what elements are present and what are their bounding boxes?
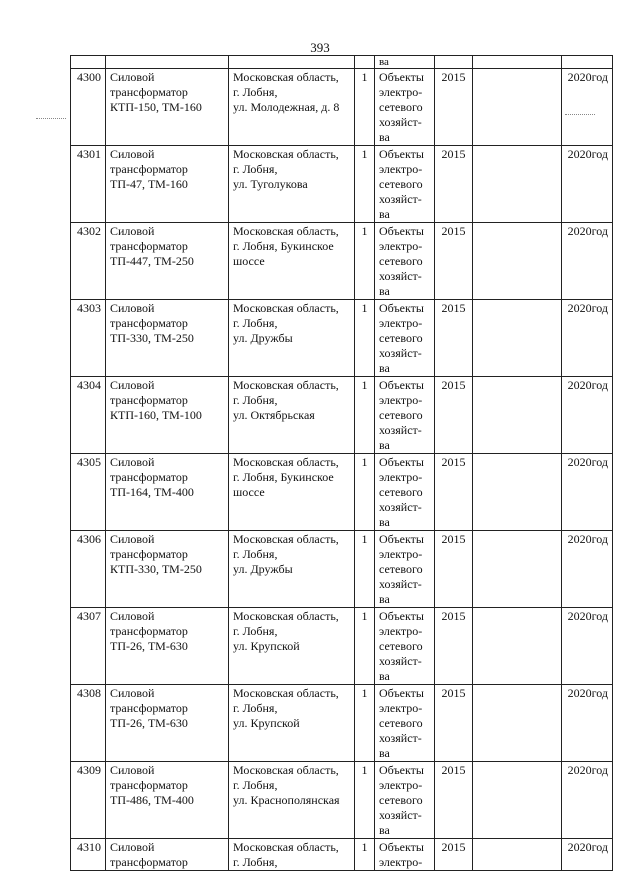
blank-cell xyxy=(473,454,562,531)
type-cell xyxy=(375,223,435,300)
type-line: хозяйст- xyxy=(379,654,422,668)
address-line: Московская область, xyxy=(233,763,339,777)
row-number-cell: 4300 xyxy=(71,69,106,146)
name-line: КТП-150, ТМ-160 xyxy=(110,100,202,114)
row-number-cell: 4310 xyxy=(71,839,106,871)
type-line: электро- xyxy=(379,624,423,638)
name-line: ТП-26, ТМ-630 xyxy=(110,639,188,653)
type-line: ва xyxy=(379,592,390,606)
name-line: трансформатор xyxy=(110,393,188,407)
name-line: трансформатор xyxy=(110,701,188,715)
plan-year-line: год xyxy=(591,301,608,315)
address-line: г. Лобня, xyxy=(233,162,278,176)
type-line: сетевого xyxy=(379,331,423,345)
plan-year-block xyxy=(568,70,608,85)
name-line: ТП-486, ТМ-400 xyxy=(110,793,194,807)
row-number-cell: 4306 xyxy=(71,531,106,608)
address-line: Московская область, xyxy=(233,455,339,469)
address-cell xyxy=(229,377,355,454)
name-line: ТП-47, ТМ-160 xyxy=(110,177,188,191)
plan-year-line: год xyxy=(591,455,608,469)
name-cell xyxy=(106,762,229,839)
plan-year-cell xyxy=(562,454,613,531)
name-cell xyxy=(106,223,229,300)
type-line: Объекты xyxy=(379,224,424,238)
type-line: Объекты xyxy=(379,455,424,469)
row-number-cell: 4307 xyxy=(71,608,106,685)
name-line: Силовой xyxy=(110,609,155,623)
name-line: ТП-26, ТМ-630 xyxy=(110,716,188,730)
blank-cell xyxy=(473,300,562,377)
blank-cell xyxy=(473,146,562,223)
quantity-cell: 1 xyxy=(355,608,375,685)
type-line: хозяйст- xyxy=(379,346,422,360)
type-line: электро- xyxy=(379,470,423,484)
plan-year-block xyxy=(568,455,608,470)
address-cell xyxy=(229,69,355,146)
row-number-cell: 4302 xyxy=(71,223,106,300)
type-line: хозяйст- xyxy=(379,808,422,822)
blank-cell xyxy=(473,69,562,146)
plan-year-line: 2020 xyxy=(567,455,592,469)
address-line: ул. Туголукова xyxy=(233,177,308,191)
address-line: ул. Крупской xyxy=(233,716,300,730)
type-line: сетевого xyxy=(379,408,423,422)
address-line: г. Лобня, xyxy=(233,316,278,330)
year-cell: 2015 xyxy=(435,839,473,871)
type-cell xyxy=(375,454,435,531)
type-line: сетевого xyxy=(379,254,423,268)
type-cell xyxy=(375,300,435,377)
address-cell xyxy=(229,608,355,685)
address-line: ул. Дружбы xyxy=(233,562,293,576)
type-cell xyxy=(375,531,435,608)
quantity-cell: 1 xyxy=(355,69,375,146)
name-line: ТП-330, ТМ-250 xyxy=(110,331,194,345)
row-number-cell: 4308 xyxy=(71,685,106,762)
type-line: ва xyxy=(379,130,390,144)
blank-cell xyxy=(473,377,562,454)
address-line: Московская область, xyxy=(233,686,339,700)
type-line: Объекты xyxy=(379,378,424,392)
type-cell xyxy=(375,685,435,762)
plan-year-block xyxy=(568,147,608,162)
type-line: Объекты xyxy=(379,840,424,854)
name-line: Силовой xyxy=(110,840,155,854)
type-line: ва xyxy=(379,207,390,221)
type-line: электро- xyxy=(379,855,423,869)
row-number-cell: 4301 xyxy=(71,146,106,223)
address-cell xyxy=(229,223,355,300)
asset-register-table xyxy=(70,55,613,871)
name-line: Силовой xyxy=(110,378,155,392)
address-line: шоссе xyxy=(233,485,265,499)
plan-year-block xyxy=(568,301,608,316)
plan-year-block xyxy=(568,840,608,855)
type-line: электро- xyxy=(379,701,423,715)
type-line: ва xyxy=(379,669,390,683)
type-line: ва xyxy=(379,438,390,452)
name-line: трансформатор xyxy=(110,624,188,638)
name-cell xyxy=(106,685,229,762)
plan-year-line: год xyxy=(591,147,608,161)
address-line: ул. Октябрьская xyxy=(233,408,315,422)
plan-year-cell xyxy=(562,146,613,223)
plan-year-line: год xyxy=(591,532,608,546)
address-cell xyxy=(229,839,355,871)
blank-cell xyxy=(473,839,562,871)
address-cell xyxy=(229,685,355,762)
table-row xyxy=(71,300,613,377)
name-cell xyxy=(106,454,229,531)
type-line: ва xyxy=(379,284,390,298)
name-cell xyxy=(106,377,229,454)
type-cell xyxy=(375,377,435,454)
year-cell: 2015 xyxy=(435,454,473,531)
plan-year-block xyxy=(568,609,608,624)
name-cell xyxy=(106,839,229,871)
address-line: г. Лобня, Букинское xyxy=(233,470,334,484)
address-cell xyxy=(229,531,355,608)
type-line: ва xyxy=(379,823,390,837)
type-line: хозяйст- xyxy=(379,500,422,514)
name-line: трансформатор xyxy=(110,778,188,792)
year-cell: 2015 xyxy=(435,223,473,300)
address-cell xyxy=(229,300,355,377)
plan-year-line: 2020 xyxy=(567,686,592,700)
plan-year-line: 2020 xyxy=(567,147,592,161)
name-cell xyxy=(106,146,229,223)
address-cell xyxy=(229,454,355,531)
name-line: КТП-160, ТМ-100 xyxy=(110,408,202,422)
plan-year-block xyxy=(568,763,608,778)
plan-year-line: год xyxy=(591,686,608,700)
blank-cell xyxy=(473,762,562,839)
table-row xyxy=(71,223,613,300)
type-line: хозяйст- xyxy=(379,423,422,437)
type-line: ва xyxy=(379,515,390,529)
type-cell xyxy=(375,146,435,223)
plan-year-line: год xyxy=(591,70,608,84)
type-line: хозяйст- xyxy=(379,115,422,129)
year-cell: 2015 xyxy=(435,685,473,762)
plan-year-block xyxy=(568,224,608,239)
type-line: Объекты xyxy=(379,532,424,546)
plan-year-block xyxy=(568,532,608,547)
name-line: Силовой xyxy=(110,147,155,161)
type-cell xyxy=(375,608,435,685)
name-line: Силовой xyxy=(110,70,155,84)
type-line: сетевого xyxy=(379,639,423,653)
margin-scribble xyxy=(36,118,66,119)
type-line: ва xyxy=(379,746,390,760)
name-line: трансформатор xyxy=(110,855,188,869)
name-line: ТП-447, ТМ-250 xyxy=(110,254,194,268)
name-line: трансформатор xyxy=(110,162,188,176)
name-line: Силовой xyxy=(110,301,155,315)
type-line: электро- xyxy=(379,239,423,253)
type-cell xyxy=(375,762,435,839)
row-number-cell: 4309 xyxy=(71,762,106,839)
type-line: хозяйст- xyxy=(379,192,422,206)
table-row xyxy=(71,685,613,762)
name-line: трансформатор xyxy=(110,547,188,561)
plan-year-block xyxy=(568,378,608,393)
address-line: г. Лобня, xyxy=(233,855,278,869)
type-line: электро- xyxy=(379,393,423,407)
name-line: трансформатор xyxy=(110,239,188,253)
type-line: электро- xyxy=(379,316,423,330)
address-line: ул. Крупской xyxy=(233,639,300,653)
name-line: Силовой xyxy=(110,224,155,238)
address-line: Московская область, xyxy=(233,147,339,161)
table-row xyxy=(71,608,613,685)
type-cell xyxy=(375,839,435,871)
name-line: Силовой xyxy=(110,455,155,469)
type-line: Объекты xyxy=(379,301,424,315)
name-line: Силовой xyxy=(110,686,155,700)
address-line: г. Лобня, Букинское xyxy=(233,239,334,253)
year-cell: 2015 xyxy=(435,608,473,685)
name-cell xyxy=(106,608,229,685)
address-cell xyxy=(229,762,355,839)
table-row xyxy=(71,69,613,146)
address-line: Московская область, xyxy=(233,609,339,623)
address-line: Московская область, xyxy=(233,378,339,392)
blank-cell xyxy=(473,531,562,608)
type-line: сетевого xyxy=(379,485,423,499)
type-line: Объекты xyxy=(379,147,424,161)
plan-year-block xyxy=(568,686,608,701)
plan-year-cell xyxy=(562,300,613,377)
type-line: сетевого xyxy=(379,100,423,114)
table-row xyxy=(71,762,613,839)
plan-year-cell xyxy=(562,69,613,146)
name-line: Силовой xyxy=(110,763,155,777)
table-row xyxy=(71,839,613,871)
type-line: электро- xyxy=(379,778,423,792)
continuation-row xyxy=(71,56,613,69)
plan-year-cell xyxy=(562,762,613,839)
type-line: хозяйст- xyxy=(379,731,422,745)
type-line: сетевого xyxy=(379,793,423,807)
type-line: сетевого xyxy=(379,716,423,730)
quantity-cell: 1 xyxy=(355,223,375,300)
type-cell: ва xyxy=(375,56,435,69)
plan-year-line: 2020 xyxy=(567,609,592,623)
plan-year-line: год xyxy=(591,840,608,854)
blank-cell xyxy=(473,608,562,685)
name-line: КТП-330, ТМ-250 xyxy=(110,562,202,576)
row-number-cell: 4304 xyxy=(71,377,106,454)
year-cell: 2015 xyxy=(435,531,473,608)
address-line: шоссе xyxy=(233,254,265,268)
year-cell: 2015 xyxy=(435,377,473,454)
quantity-cell: 1 xyxy=(355,377,375,454)
type-line: Объекты xyxy=(379,763,424,777)
quantity-cell: 1 xyxy=(355,146,375,223)
plan-year-cell xyxy=(562,377,613,454)
name-cell xyxy=(106,69,229,146)
plan-year-cell xyxy=(562,685,613,762)
type-line: хозяйст- xyxy=(379,577,422,591)
plan-year-line: 2020 xyxy=(567,301,592,315)
address-line: г. Лобня, xyxy=(233,778,278,792)
plan-year-line: 2020 xyxy=(567,763,592,777)
address-line: г. Лобня, xyxy=(233,85,278,99)
blank-cell xyxy=(473,223,562,300)
type-line: Объекты xyxy=(379,686,424,700)
quantity-cell: 1 xyxy=(355,762,375,839)
type-line: электро- xyxy=(379,85,423,99)
plan-year-line: год xyxy=(591,609,608,623)
address-line: ул. Молодежная, д. 8 xyxy=(233,100,340,114)
address-line: Московская область, xyxy=(233,532,339,546)
plan-year-cell xyxy=(562,223,613,300)
table-row xyxy=(71,377,613,454)
address-cell xyxy=(229,146,355,223)
table-row xyxy=(71,146,613,223)
quantity-cell: 1 xyxy=(355,531,375,608)
type-line: ва xyxy=(379,361,390,375)
address-line: г. Лобня, xyxy=(233,624,278,638)
address-line: Московская область, xyxy=(233,301,339,315)
quantity-cell: 1 xyxy=(355,839,375,871)
plan-year-cell xyxy=(562,531,613,608)
name-line: ТП-164, ТМ-400 xyxy=(110,485,194,499)
plan-year-line: 2020 xyxy=(567,840,592,854)
plan-year-cell xyxy=(562,608,613,685)
address-line: Московская область, xyxy=(233,224,339,238)
type-cell xyxy=(375,69,435,146)
plan-year-line: год xyxy=(591,763,608,777)
blank-cell xyxy=(473,685,562,762)
table-row xyxy=(71,531,613,608)
name-line: Силовой xyxy=(110,532,155,546)
plan-year-line: 2020 xyxy=(567,224,592,238)
row-number-cell: 4303 xyxy=(71,300,106,377)
plan-year-line: 2020 xyxy=(567,532,592,546)
plan-year-line: год xyxy=(591,378,608,392)
plan-year-line: год xyxy=(591,224,608,238)
type-line: хозяйст- xyxy=(379,269,422,283)
address-line: г. Лобня, xyxy=(233,701,278,715)
year-cell: 2015 xyxy=(435,762,473,839)
type-line: электро- xyxy=(379,162,423,176)
name-line: трансформатор xyxy=(110,316,188,330)
plan-year-line: 2020 xyxy=(567,378,592,392)
name-line: трансформатор xyxy=(110,470,188,484)
address-line: ул. Краснополянская xyxy=(233,793,340,807)
table-row xyxy=(71,454,613,531)
address-line: ул. Дружбы xyxy=(233,331,293,345)
quantity-cell: 1 xyxy=(355,685,375,762)
name-cell xyxy=(106,300,229,377)
type-line: Объекты xyxy=(379,70,424,84)
address-line: г. Лобня, xyxy=(233,393,278,407)
quantity-cell: 1 xyxy=(355,300,375,377)
type-line: Объекты xyxy=(379,609,424,623)
type-line: сетевого xyxy=(379,562,423,576)
year-cell: 2015 xyxy=(435,300,473,377)
page-number: 393 xyxy=(310,40,330,55)
address-line: г. Лобня, xyxy=(233,547,278,561)
type-line: электро- xyxy=(379,547,423,561)
row-number-cell: 4305 xyxy=(71,454,106,531)
address-line: Московская область, xyxy=(233,840,339,854)
name-cell xyxy=(106,531,229,608)
plan-year-line: 2020 xyxy=(567,70,592,84)
address-line: Московская область, xyxy=(233,70,339,84)
type-line: сетевого xyxy=(379,177,423,191)
quantity-cell: 1 xyxy=(355,454,375,531)
name-line: трансформатор xyxy=(110,85,188,99)
year-cell: 2015 xyxy=(435,146,473,223)
year-cell: 2015 xyxy=(435,69,473,146)
plan-year-cell xyxy=(562,839,613,871)
